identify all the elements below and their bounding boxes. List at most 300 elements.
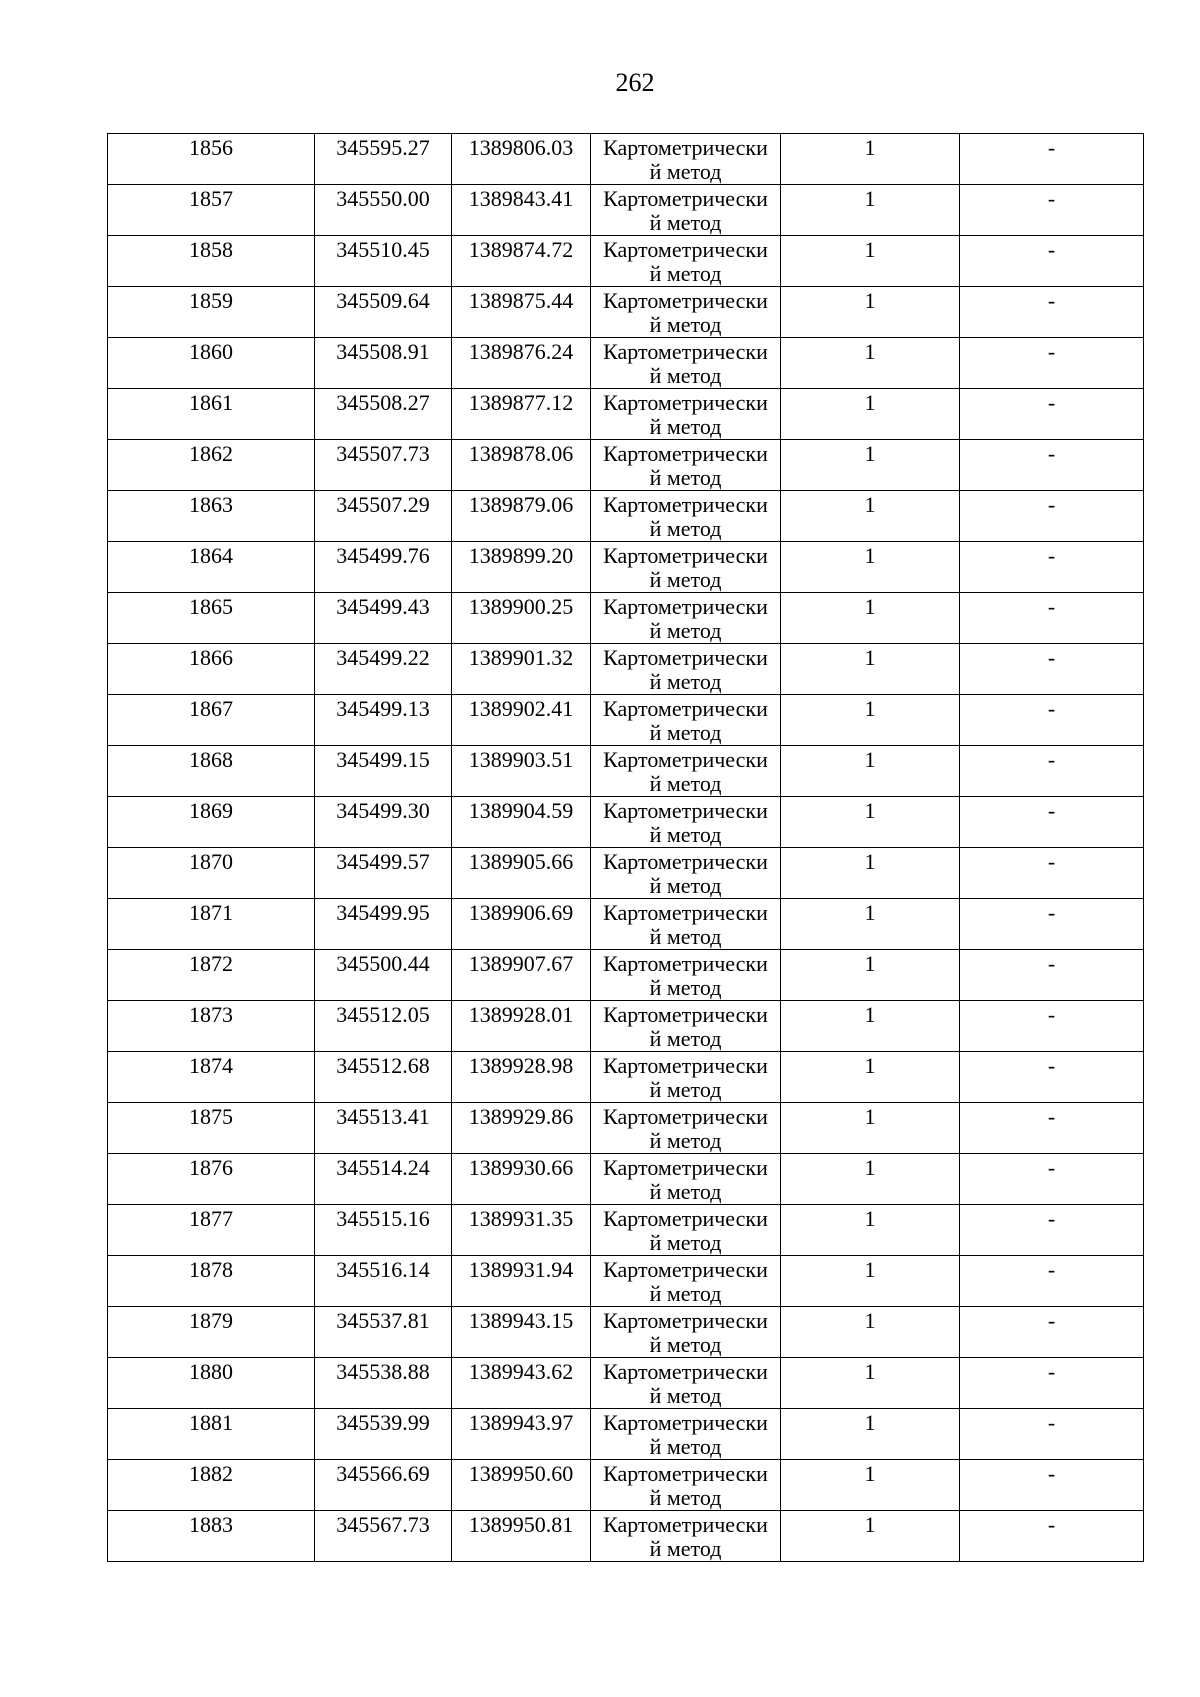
accuracy-cell-text: 1 bbox=[864, 492, 876, 517]
method-cell bbox=[591, 1052, 781, 1103]
method-text bbox=[591, 1001, 780, 1051]
point-number-cell bbox=[108, 1511, 315, 1562]
accuracy-cell-text: 1 bbox=[864, 390, 876, 415]
note-cell bbox=[960, 1409, 1144, 1460]
note-cell-text: - bbox=[1047, 1359, 1056, 1384]
point-number-cell bbox=[108, 134, 315, 185]
method-line-2: й метод bbox=[649, 261, 722, 286]
method-text bbox=[591, 491, 780, 541]
y-coordinate-cell bbox=[452, 695, 591, 746]
method-cell bbox=[591, 593, 781, 644]
note-cell-text: - bbox=[1047, 696, 1056, 721]
point-number-cell-text: 1867 bbox=[189, 696, 233, 721]
note-cell-text: - bbox=[1047, 1308, 1056, 1333]
point-number-cell bbox=[108, 287, 315, 338]
y-coordinate-cell bbox=[452, 236, 591, 287]
method-line-2: й метод bbox=[649, 414, 722, 439]
method-text bbox=[591, 1205, 780, 1255]
y-coordinate-cell-text: 1389928.01 bbox=[468, 1002, 574, 1027]
method-text bbox=[591, 1154, 780, 1204]
point-number-cell-text: 1878 bbox=[189, 1257, 233, 1282]
accuracy-cell-text: 1 bbox=[864, 1308, 876, 1333]
y-coordinate-cell bbox=[452, 1307, 591, 1358]
x-coordinate-cell bbox=[315, 185, 452, 236]
method-cell bbox=[591, 746, 781, 797]
table-row bbox=[108, 185, 1144, 236]
note-cell-text: - bbox=[1047, 339, 1056, 364]
accuracy-cell-text: 1 bbox=[864, 135, 876, 160]
method-line-2: й метод bbox=[649, 924, 722, 949]
note-cell bbox=[960, 1154, 1144, 1205]
method-text bbox=[591, 1409, 780, 1459]
table-row bbox=[108, 1205, 1144, 1256]
table-row bbox=[108, 542, 1144, 593]
point-number-cell bbox=[108, 1205, 315, 1256]
accuracy-cell bbox=[781, 1205, 960, 1256]
x-coordinate-cell-text: 345499.13 bbox=[336, 696, 430, 721]
point-number-cell-text: 1862 bbox=[189, 441, 233, 466]
y-coordinate-cell-text: 1389904.59 bbox=[468, 798, 574, 823]
y-coordinate-cell-text: 1389943.62 bbox=[468, 1359, 574, 1384]
point-number-cell-text: 1870 bbox=[189, 849, 233, 874]
x-coordinate-cell bbox=[315, 1205, 452, 1256]
accuracy-cell bbox=[781, 338, 960, 389]
y-coordinate-cell bbox=[452, 440, 591, 491]
x-coordinate-cell-text: 345516.14 bbox=[336, 1257, 430, 1282]
point-number-cell bbox=[108, 338, 315, 389]
note-cell-text: - bbox=[1047, 492, 1056, 517]
accuracy-cell bbox=[781, 542, 960, 593]
point-number-cell bbox=[108, 1001, 315, 1052]
x-coordinate-cell bbox=[315, 389, 452, 440]
table-row bbox=[108, 1052, 1144, 1103]
method-text bbox=[591, 746, 780, 796]
method-line-2: й метод bbox=[649, 720, 722, 745]
x-coordinate-cell bbox=[315, 1307, 452, 1358]
method-cell bbox=[591, 287, 781, 338]
x-coordinate-cell-text: 345507.29 bbox=[336, 492, 430, 517]
accuracy-cell-text: 1 bbox=[864, 288, 876, 313]
method-cell bbox=[591, 1001, 781, 1052]
x-coordinate-cell bbox=[315, 1256, 452, 1307]
point-number-cell-text: 1866 bbox=[189, 645, 233, 670]
y-coordinate-cell bbox=[452, 1460, 591, 1511]
method-line-1: Картометрически bbox=[603, 135, 768, 160]
x-coordinate-cell-text: 345508.91 bbox=[336, 339, 430, 364]
table-row bbox=[108, 797, 1144, 848]
method-line-2: й метод bbox=[649, 873, 722, 898]
note-cell bbox=[960, 134, 1144, 185]
method-text bbox=[591, 542, 780, 592]
y-coordinate-cell-text: 1389906.69 bbox=[468, 900, 574, 925]
method-line-1: Картометрически bbox=[603, 339, 768, 364]
method-line-2: й метод bbox=[649, 1332, 722, 1357]
y-coordinate-cell-text: 1389900.25 bbox=[468, 594, 574, 619]
x-coordinate-cell-text: 345513.41 bbox=[336, 1104, 430, 1129]
note-cell-text: - bbox=[1047, 1053, 1056, 1078]
note-cell bbox=[960, 1205, 1144, 1256]
method-text bbox=[591, 593, 780, 643]
x-coordinate-cell bbox=[315, 848, 452, 899]
point-number-cell-text: 1860 bbox=[189, 339, 233, 364]
note-cell bbox=[960, 695, 1144, 746]
y-coordinate-cell-text: 1389874.72 bbox=[468, 237, 574, 262]
note-cell-text: - bbox=[1047, 900, 1056, 925]
method-line-1: Картометрически bbox=[603, 186, 768, 211]
note-cell bbox=[960, 1358, 1144, 1409]
method-line-1: Картометрически bbox=[603, 237, 768, 262]
point-number-cell-text: 1865 bbox=[189, 594, 233, 619]
method-line-2: й метод bbox=[649, 822, 722, 847]
method-line-2: й метод bbox=[649, 1434, 722, 1459]
y-coordinate-cell-text: 1389903.51 bbox=[468, 747, 574, 772]
point-number-cell bbox=[108, 1358, 315, 1409]
table-row bbox=[108, 1256, 1144, 1307]
y-coordinate-cell-text: 1389901.32 bbox=[468, 645, 574, 670]
accuracy-cell bbox=[781, 1307, 960, 1358]
y-coordinate-cell bbox=[452, 797, 591, 848]
x-coordinate-cell bbox=[315, 440, 452, 491]
x-coordinate-cell-text: 345499.30 bbox=[336, 798, 430, 823]
x-coordinate-cell-text: 345499.22 bbox=[336, 645, 430, 670]
note-cell bbox=[960, 848, 1144, 899]
accuracy-cell-text: 1 bbox=[864, 645, 876, 670]
method-cell bbox=[591, 542, 781, 593]
accuracy-cell-text: 1 bbox=[864, 1410, 876, 1435]
x-coordinate-cell-text: 345499.43 bbox=[336, 594, 430, 619]
method-line-2: й метод bbox=[649, 1077, 722, 1102]
note-cell bbox=[960, 542, 1144, 593]
note-cell-text: - bbox=[1047, 1155, 1056, 1180]
point-number-cell bbox=[108, 1460, 315, 1511]
method-cell bbox=[591, 236, 781, 287]
method-line-1: Картометрически bbox=[603, 951, 768, 976]
method-text bbox=[591, 1358, 780, 1408]
point-number-cell bbox=[108, 1103, 315, 1154]
method-line-1: Картометрически bbox=[603, 900, 768, 925]
note-cell bbox=[960, 797, 1144, 848]
point-number-cell bbox=[108, 1154, 315, 1205]
x-coordinate-cell bbox=[315, 950, 452, 1001]
method-text bbox=[591, 134, 780, 184]
method-text bbox=[591, 695, 780, 745]
y-coordinate-cell bbox=[452, 1052, 591, 1103]
note-cell bbox=[960, 644, 1144, 695]
note-cell bbox=[960, 185, 1144, 236]
note-cell bbox=[960, 1460, 1144, 1511]
y-coordinate-cell-text: 1389907.67 bbox=[468, 951, 574, 976]
note-cell-text: - bbox=[1047, 543, 1056, 568]
x-coordinate-cell-text: 345537.81 bbox=[336, 1308, 430, 1333]
point-number-cell bbox=[108, 389, 315, 440]
table-row bbox=[108, 1511, 1144, 1562]
y-coordinate-cell bbox=[452, 950, 591, 1001]
x-coordinate-cell-text: 345567.73 bbox=[336, 1512, 430, 1537]
y-coordinate-cell bbox=[452, 287, 591, 338]
x-coordinate-cell-text: 345514.24 bbox=[336, 1155, 430, 1180]
method-line-1: Картометрически bbox=[603, 288, 768, 313]
x-coordinate-cell-text: 345499.95 bbox=[336, 900, 430, 925]
y-coordinate-cell-text: 1389806.03 bbox=[468, 135, 574, 160]
y-coordinate-cell-text: 1389930.66 bbox=[468, 1155, 574, 1180]
y-coordinate-cell-text: 1389902.41 bbox=[468, 696, 574, 721]
table-row bbox=[108, 440, 1144, 491]
method-line-1: Картометрически bbox=[603, 1053, 768, 1078]
method-line-1: Картометрически bbox=[603, 1461, 768, 1486]
accuracy-cell bbox=[781, 1256, 960, 1307]
method-text bbox=[591, 797, 780, 847]
accuracy-cell bbox=[781, 746, 960, 797]
note-cell bbox=[960, 338, 1144, 389]
accuracy-cell-text: 1 bbox=[864, 441, 876, 466]
y-coordinate-cell bbox=[452, 134, 591, 185]
method-cell bbox=[591, 950, 781, 1001]
method-line-1: Картометрически bbox=[603, 798, 768, 823]
note-cell-text: - bbox=[1047, 1461, 1056, 1486]
method-line-2: й метод bbox=[649, 1383, 722, 1408]
note-cell bbox=[960, 1307, 1144, 1358]
point-number-cell bbox=[108, 797, 315, 848]
method-cell bbox=[591, 899, 781, 950]
accuracy-cell-text: 1 bbox=[864, 1053, 876, 1078]
note-cell-text: - bbox=[1047, 747, 1056, 772]
x-coordinate-cell bbox=[315, 695, 452, 746]
y-coordinate-cell-text: 1389899.20 bbox=[468, 543, 574, 568]
y-coordinate-cell-text: 1389929.86 bbox=[468, 1104, 574, 1129]
point-number-cell bbox=[108, 542, 315, 593]
accuracy-cell bbox=[781, 236, 960, 287]
method-line-2: й метод bbox=[649, 1128, 722, 1153]
point-number-cell-text: 1880 bbox=[189, 1359, 233, 1384]
point-number-cell-text: 1874 bbox=[189, 1053, 233, 1078]
x-coordinate-cell-text: 345500.44 bbox=[336, 951, 430, 976]
coordinates-table bbox=[107, 133, 1144, 1562]
accuracy-cell bbox=[781, 491, 960, 542]
note-cell-text: - bbox=[1047, 594, 1056, 619]
method-cell bbox=[591, 1511, 781, 1562]
x-coordinate-cell bbox=[315, 1460, 452, 1511]
method-cell bbox=[591, 848, 781, 899]
point-number-cell-text: 1883 bbox=[189, 1512, 233, 1537]
y-coordinate-cell bbox=[452, 1358, 591, 1409]
point-number-cell bbox=[108, 899, 315, 950]
y-coordinate-cell bbox=[452, 185, 591, 236]
method-cell bbox=[591, 1307, 781, 1358]
accuracy-cell bbox=[781, 695, 960, 746]
accuracy-cell-text: 1 bbox=[864, 849, 876, 874]
y-coordinate-cell bbox=[452, 1205, 591, 1256]
x-coordinate-cell bbox=[315, 797, 452, 848]
method-cell bbox=[591, 695, 781, 746]
method-text bbox=[591, 848, 780, 898]
point-number-cell-text: 1872 bbox=[189, 951, 233, 976]
table-row bbox=[108, 899, 1144, 950]
accuracy-cell bbox=[781, 134, 960, 185]
accuracy-cell-text: 1 bbox=[864, 237, 876, 262]
method-text bbox=[591, 236, 780, 286]
accuracy-cell bbox=[781, 389, 960, 440]
y-coordinate-cell bbox=[452, 644, 591, 695]
accuracy-cell bbox=[781, 1358, 960, 1409]
method-line-2: й метод bbox=[649, 618, 722, 643]
method-cell bbox=[591, 440, 781, 491]
method-text bbox=[591, 1256, 780, 1306]
note-cell-text: - bbox=[1047, 237, 1056, 262]
method-line-1: Картометрически bbox=[603, 1206, 768, 1231]
method-cell bbox=[591, 1460, 781, 1511]
method-cell bbox=[591, 134, 781, 185]
accuracy-cell bbox=[781, 950, 960, 1001]
point-number-cell bbox=[108, 491, 315, 542]
point-number-cell-text: 1871 bbox=[189, 900, 233, 925]
accuracy-cell-text: 1 bbox=[864, 1002, 876, 1027]
method-line-2: й метод bbox=[649, 771, 722, 796]
point-number-cell-text: 1882 bbox=[189, 1461, 233, 1486]
accuracy-cell bbox=[781, 899, 960, 950]
point-number-cell-text: 1861 bbox=[189, 390, 233, 415]
table-row bbox=[108, 1103, 1144, 1154]
y-coordinate-cell-text: 1389943.15 bbox=[468, 1308, 574, 1333]
x-coordinate-cell bbox=[315, 593, 452, 644]
accuracy-cell-text: 1 bbox=[864, 1512, 876, 1537]
point-number-cell-text: 1877 bbox=[189, 1206, 233, 1231]
point-number-cell-text: 1881 bbox=[189, 1410, 233, 1435]
point-number-cell-text: 1879 bbox=[189, 1308, 233, 1333]
x-coordinate-cell-text: 345538.88 bbox=[336, 1359, 430, 1384]
x-coordinate-cell-text: 345510.45 bbox=[336, 237, 430, 262]
method-line-1: Картометрически bbox=[603, 441, 768, 466]
method-cell bbox=[591, 1103, 781, 1154]
method-line-2: й метод bbox=[649, 363, 722, 388]
method-text bbox=[591, 1511, 780, 1561]
note-cell-text: - bbox=[1047, 441, 1056, 466]
y-coordinate-cell bbox=[452, 542, 591, 593]
note-cell bbox=[960, 746, 1144, 797]
point-number-cell bbox=[108, 185, 315, 236]
note-cell bbox=[960, 593, 1144, 644]
note-cell bbox=[960, 1001, 1144, 1052]
note-cell-text: - bbox=[1047, 1410, 1056, 1435]
x-coordinate-cell bbox=[315, 1511, 452, 1562]
note-cell-text: - bbox=[1047, 1206, 1056, 1231]
x-coordinate-cell-text: 345509.64 bbox=[336, 288, 430, 313]
y-coordinate-cell bbox=[452, 1511, 591, 1562]
accuracy-cell-text: 1 bbox=[864, 543, 876, 568]
point-number-cell bbox=[108, 1307, 315, 1358]
y-coordinate-cell bbox=[452, 746, 591, 797]
x-coordinate-cell-text: 345499.76 bbox=[336, 543, 430, 568]
point-number-cell bbox=[108, 1409, 315, 1460]
point-number-cell bbox=[108, 848, 315, 899]
method-text bbox=[591, 950, 780, 1000]
method-line-1: Картометрически bbox=[603, 1410, 768, 1435]
y-coordinate-cell bbox=[452, 389, 591, 440]
y-coordinate-cell bbox=[452, 899, 591, 950]
x-coordinate-cell-text: 345566.69 bbox=[336, 1461, 430, 1486]
point-number-cell-text: 1864 bbox=[189, 543, 233, 568]
method-text bbox=[591, 185, 780, 235]
method-line-1: Картометрически bbox=[603, 849, 768, 874]
accuracy-cell bbox=[781, 1052, 960, 1103]
point-number-cell bbox=[108, 236, 315, 287]
method-line-1: Картометрически bbox=[603, 1512, 768, 1537]
accuracy-cell bbox=[781, 848, 960, 899]
point-number-cell-text: 1863 bbox=[189, 492, 233, 517]
method-cell bbox=[591, 1358, 781, 1409]
note-cell-text: - bbox=[1047, 1512, 1056, 1537]
point-number-cell bbox=[108, 950, 315, 1001]
y-coordinate-cell bbox=[452, 1409, 591, 1460]
point-number-cell bbox=[108, 644, 315, 695]
method-line-2: й метод bbox=[649, 669, 722, 694]
x-coordinate-cell-text: 345499.15 bbox=[336, 747, 430, 772]
x-coordinate-cell bbox=[315, 1103, 452, 1154]
method-text bbox=[591, 389, 780, 439]
method-line-1: Картометрически bbox=[603, 747, 768, 772]
note-cell-text: - bbox=[1047, 951, 1056, 976]
note-cell bbox=[960, 1256, 1144, 1307]
x-coordinate-cell bbox=[315, 1154, 452, 1205]
method-text bbox=[591, 287, 780, 337]
accuracy-cell-text: 1 bbox=[864, 1461, 876, 1486]
accuracy-cell-text: 1 bbox=[864, 696, 876, 721]
accuracy-cell bbox=[781, 1409, 960, 1460]
accuracy-cell bbox=[781, 1154, 960, 1205]
method-line-2: й метод bbox=[649, 1485, 722, 1510]
x-coordinate-cell bbox=[315, 746, 452, 797]
accuracy-cell bbox=[781, 1511, 960, 1562]
method-line-1: Картометрически bbox=[603, 390, 768, 415]
method-line-1: Картометрически bbox=[603, 696, 768, 721]
x-coordinate-cell bbox=[315, 1409, 452, 1460]
note-cell bbox=[960, 389, 1144, 440]
note-cell-text: - bbox=[1047, 288, 1056, 313]
method-line-2: й метод bbox=[649, 210, 722, 235]
x-coordinate-cell bbox=[315, 542, 452, 593]
note-cell-text: - bbox=[1047, 798, 1056, 823]
method-line-1: Картометрически bbox=[603, 1359, 768, 1384]
x-coordinate-cell-text: 345515.16 bbox=[336, 1206, 430, 1231]
x-coordinate-cell bbox=[315, 899, 452, 950]
method-text bbox=[591, 644, 780, 694]
note-cell bbox=[960, 287, 1144, 338]
table-row bbox=[108, 950, 1144, 1001]
accuracy-cell-text: 1 bbox=[864, 951, 876, 976]
y-coordinate-cell bbox=[452, 491, 591, 542]
method-cell bbox=[591, 491, 781, 542]
method-line-2: й метод bbox=[649, 1536, 722, 1561]
accuracy-cell bbox=[781, 1103, 960, 1154]
accuracy-cell-text: 1 bbox=[864, 1359, 876, 1384]
x-coordinate-cell-text: 345595.27 bbox=[336, 135, 430, 160]
x-coordinate-cell bbox=[315, 491, 452, 542]
table-row bbox=[108, 848, 1144, 899]
table-row bbox=[108, 1001, 1144, 1052]
method-text bbox=[591, 440, 780, 490]
method-cell bbox=[591, 185, 781, 236]
point-number-cell bbox=[108, 593, 315, 644]
y-coordinate-cell-text: 1389928.98 bbox=[468, 1053, 574, 1078]
x-coordinate-cell bbox=[315, 1358, 452, 1409]
accuracy-cell bbox=[781, 440, 960, 491]
x-coordinate-cell bbox=[315, 287, 452, 338]
method-line-2: й метод bbox=[649, 567, 722, 592]
x-coordinate-cell-text: 345539.99 bbox=[336, 1410, 430, 1435]
note-cell-text: - bbox=[1047, 1257, 1056, 1282]
y-coordinate-cell-text: 1389877.12 bbox=[468, 390, 574, 415]
coordinates-table-body bbox=[108, 134, 1144, 1562]
method-text bbox=[591, 1052, 780, 1102]
